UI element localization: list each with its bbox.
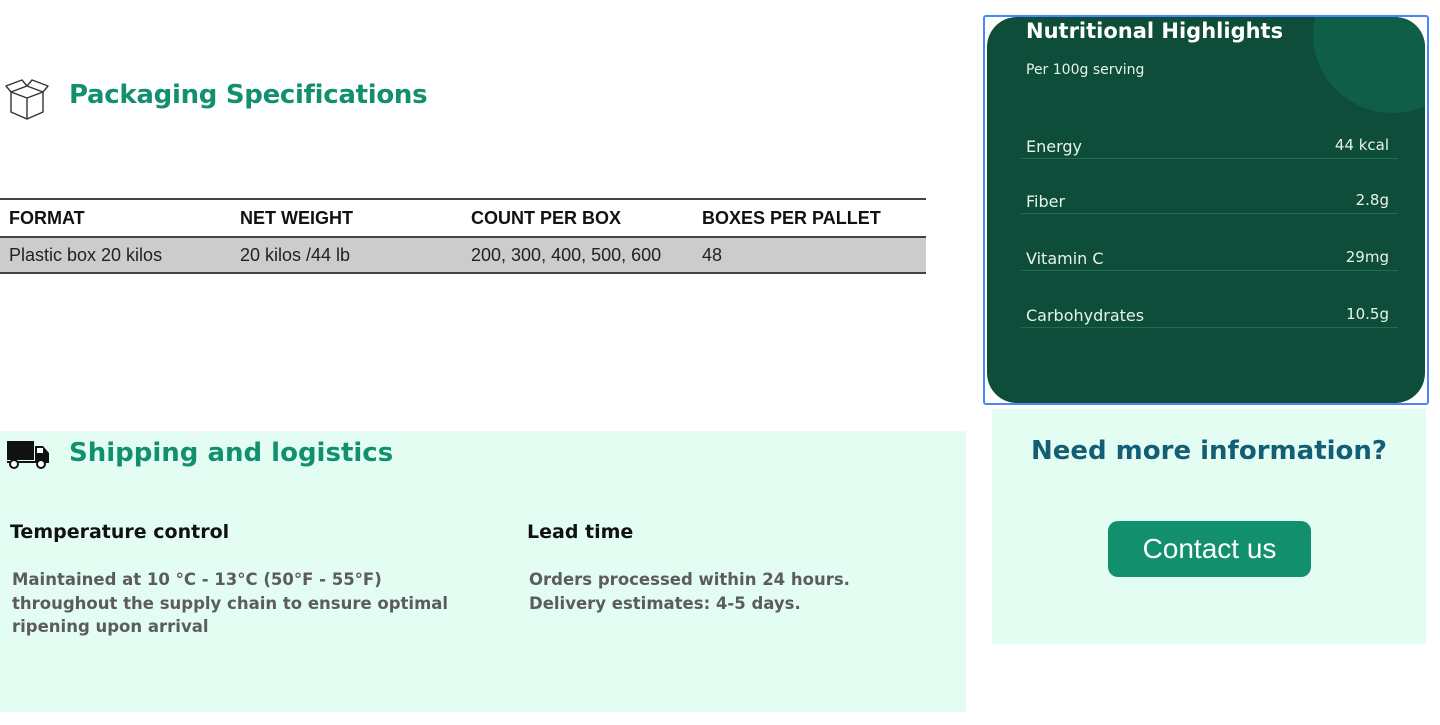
box-icon: [4, 78, 50, 122]
nutrient-name: Vitamin C: [1026, 249, 1104, 268]
table-cell: 20 kilos /44 lb: [231, 237, 462, 273]
table-cell: 200, 300, 400, 500, 600: [462, 237, 693, 273]
table-row: [0, 237, 926, 273]
nutrient-value: 2.8g: [1355, 191, 1389, 209]
info-panel: [992, 409, 1426, 644]
selection-outline: [983, 15, 1429, 405]
column-header: NET WEIGHT: [231, 199, 462, 237]
nutrient-value: 29mg: [1345, 248, 1389, 266]
shipping-title: Shipping and logistics: [69, 438, 394, 468]
lead-time-heading: Lead time: [527, 521, 634, 543]
lead-time-text: Orders processed within 24 hours. Delivery estimates: 4-5 days.: [529, 570, 850, 613]
table-cell: Plastic box 20 kilos: [0, 237, 231, 273]
nutrient-name: Energy: [1026, 137, 1083, 156]
column-header: FORMAT: [0, 199, 231, 237]
nutrient-name: Carbohydrates: [1026, 306, 1145, 325]
temperature-text: Maintained at 10 °C - 13°C (50°F - 55°F) throughout the supply chain to ensure optimal ripening upon arrival: [12, 570, 449, 636]
column-header: BOXES PER PALLET: [693, 199, 926, 237]
nutrient-name: Fiber: [1026, 192, 1066, 211]
table-header-row: [0, 199, 926, 237]
temperature-heading: Temperature control: [10, 521, 230, 543]
packaging-table: [0, 198, 926, 274]
contact-us-button[interactable]: Contact us: [1108, 521, 1311, 577]
truck-icon: [7, 441, 50, 469]
info-title: Need more information?: [1030, 436, 1387, 466]
column-header: COUNT PER BOX: [462, 199, 693, 237]
nutrient-value: 44 kcal: [1334, 136, 1389, 154]
nutrition-title: Nutritional Highlights: [1026, 19, 1284, 43]
nutrition-subtitle: Per 100g serving: [1026, 62, 1145, 78]
packaging-title: Packaging Specifications: [69, 80, 428, 110]
table-cell: 48: [693, 237, 926, 273]
nutrient-value: 10.5g: [1346, 305, 1389, 323]
